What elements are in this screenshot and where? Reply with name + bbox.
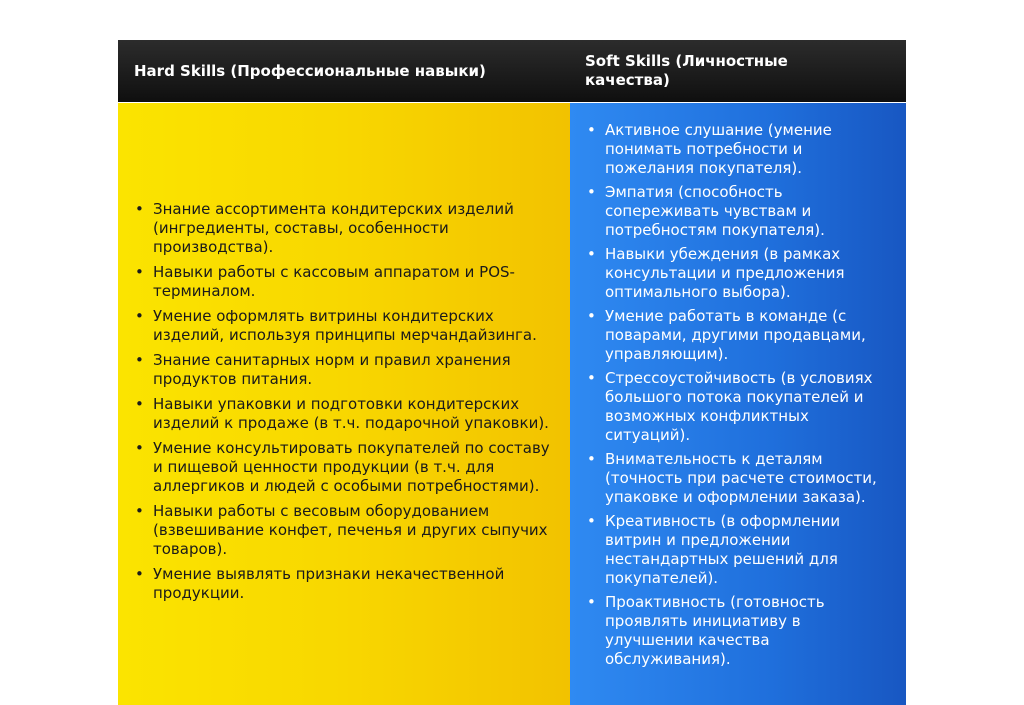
list-item xyxy=(135,307,555,345)
list-item-text: Умение оформлять витрины кондитерских изделий, используя принципы мерчандайзинга. xyxy=(153,306,537,344)
list-item xyxy=(135,439,555,496)
list-item-text: Знание ассортимента кондитерских изделий (ингредиенты, составы, особенности производства). xyxy=(153,199,514,256)
soft-skills-list xyxy=(587,121,892,669)
bullet-icon: • xyxy=(587,121,596,139)
list-item xyxy=(135,200,555,257)
list-item-text: Навыки убеждения (в рамках консультации и предложения оптимального выбора). xyxy=(605,245,845,301)
list-item-text: Умение выявлять признаки некачественной продукции. xyxy=(153,564,505,602)
bullet-icon: • xyxy=(587,307,596,325)
list-item xyxy=(135,395,555,433)
table-header xyxy=(118,40,906,102)
skills-table xyxy=(118,40,906,705)
list-item-text: Знание санитарных норм и правил хранения продуктов питания. xyxy=(153,350,511,388)
list-item xyxy=(587,369,892,445)
list-item xyxy=(587,450,892,507)
bullet-icon: • xyxy=(587,183,596,201)
list-item xyxy=(587,121,892,178)
soft-skills-heading: Soft Skills (Личностные качества) xyxy=(585,52,788,89)
list-item xyxy=(587,245,892,302)
list-item-text: Навыки работы с весовым оборудованием (взвешивание конфет, печенья и других сыпучих товаров). xyxy=(153,501,548,558)
bullet-icon: • xyxy=(135,199,144,218)
list-item-text: Активное слушание (умение понимать потребности и пожелания покупателя). xyxy=(605,121,832,177)
list-item-text: Навыки работы с кассовым аппаратом и POS-терминалом. xyxy=(153,262,515,300)
list-item-text: Эмпатия (способность сопереживать чувствам и потребностям покупателя). xyxy=(605,183,825,239)
bullet-icon: • xyxy=(135,564,144,583)
list-item xyxy=(587,512,892,588)
bullet-icon: • xyxy=(587,512,596,530)
bullet-icon: • xyxy=(587,369,596,387)
list-item-text: Умение консультировать покупателей по составу и пищевой ценности продукции (в т.ч. для аллергиков и людей с особыми потребностями). xyxy=(153,438,550,495)
list-item-text: Внимательность к деталям (точность при расчете стоимости, упаковке и оформлении заказа). xyxy=(605,450,877,506)
list-item xyxy=(135,502,555,559)
list-item-text: Проактивность (готовность проявлять инициативу в улучшении качества обслуживания). xyxy=(605,593,825,668)
list-item xyxy=(135,565,555,603)
list-item-text: Умение работать в команде (с поварами, другими продавцами, управляющим). xyxy=(605,307,866,363)
bullet-icon: • xyxy=(135,262,144,281)
list-item xyxy=(587,593,892,669)
bullet-icon: • xyxy=(587,245,596,263)
bullet-icon: • xyxy=(135,438,144,457)
bullet-icon: • xyxy=(135,394,144,413)
bullet-icon: • xyxy=(135,350,144,369)
list-item-text: Стрессоустойчивость (в условиях большого потока покупателей и возможных конфликтных ситуаций). xyxy=(605,369,873,444)
list-item xyxy=(135,351,555,389)
hard-skills-list xyxy=(135,200,555,609)
list-item xyxy=(587,183,892,240)
hard-skills-heading: Hard Skills (Профессиональные навыки) xyxy=(134,61,486,80)
bullet-icon: • xyxy=(135,501,144,520)
list-item xyxy=(587,307,892,364)
bullet-icon: • xyxy=(587,450,596,468)
list-item-text: Креативность (в оформлении витрин и предложении нестандартных решений для покупателей). xyxy=(605,512,841,587)
list-item-text: Навыки упаковки и подготовки кондитерских изделий к продаже (в т.ч. подарочной упаковки). xyxy=(153,394,549,432)
soft-skills-column xyxy=(570,103,906,705)
hard-skills-column xyxy=(118,103,570,705)
bullet-icon: • xyxy=(587,593,596,611)
list-item xyxy=(135,263,555,301)
bullet-icon: • xyxy=(135,306,144,325)
